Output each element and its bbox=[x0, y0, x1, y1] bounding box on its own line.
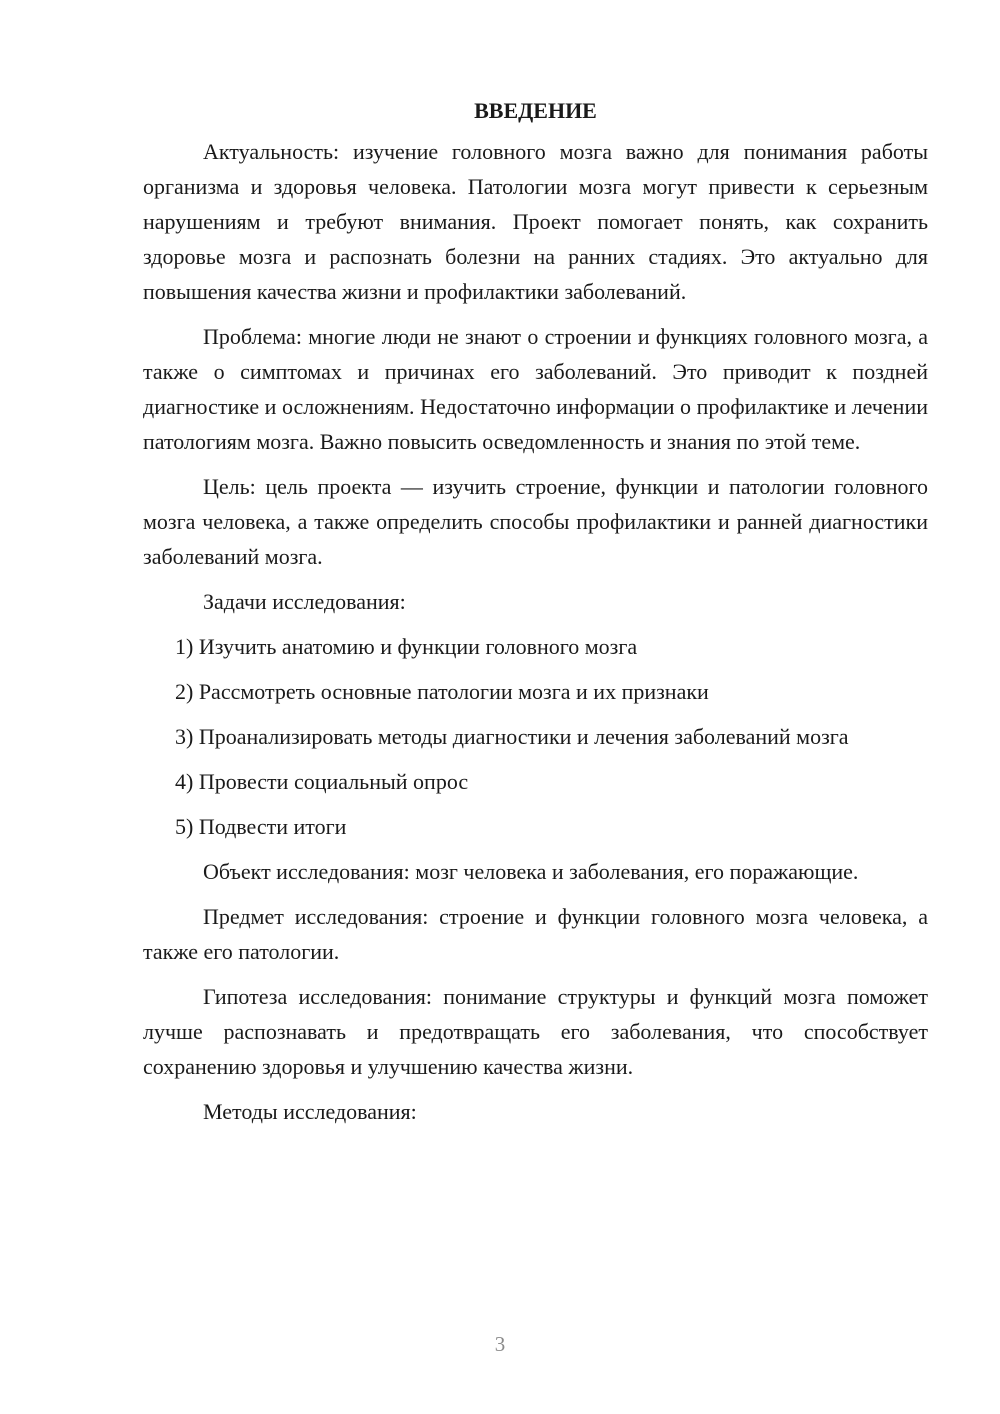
task-item-2: 2) Рассмотреть основные патологии мозга и их признаки bbox=[175, 679, 709, 704]
paragraph-methods-heading: Методы исследования: bbox=[203, 1099, 417, 1124]
task-item-3: 3) Проанализировать методы диагностики и лечения заболеваний мозга bbox=[175, 724, 849, 749]
paragraph-goal: Цель: цель проекта — изучить строение, функции и патологии головного мозга человека, а также определить способы профилактики и ранней диагностики заболеваний мозга. bbox=[143, 474, 928, 569]
task-item-1: 1) Изучить анатомию и функции головного мозга bbox=[175, 634, 638, 659]
paragraph-relevance: Актуальность: изучение головного мозга важно для понимания работы организма и здоровья человека. Патологии мозга могут привести к серьезным нарушениям и требуют внимания. Проект помогает понять, как сохранить здоровье мозга и распознать болезни на ранних стадиях. Это актуально для повышения качества жизни и профилактики заболеваний. bbox=[143, 139, 928, 304]
task-item-5: 5) Подвести итоги bbox=[175, 814, 347, 839]
paragraph-hypothesis: Гипотеза исследования: понимание структуры и функций мозга поможет лучше распознавать и предотвращать его заболевания, что способствует сохранению здоровья и улучшению качества жизни. bbox=[143, 984, 928, 1079]
task-item-4: 4) Провести социальный опрос bbox=[175, 769, 469, 794]
page-number: 3 bbox=[494, 1332, 506, 1356]
paragraph-subject: Предмет исследования: строение и функции головного мозга человека, а также его патологии. bbox=[143, 904, 928, 964]
paragraph-tasks-heading: Задачи исследования: bbox=[203, 589, 406, 614]
paragraph-object: Объект исследования: мозг человека и заболевания, его поражающие. bbox=[203, 859, 859, 884]
paragraph-problem: Проблема: многие люди не знают о строении и функциях головного мозга, а также о симптомах и причинах его заболеваний. Это приводит к поздней диагностике и осложнениям. Недостаточно информации о профилактике и лечении патологиям мозга. Важно повысить осведомленность и знания по этой теме. bbox=[143, 324, 928, 454]
section-title: ВВЕДЕНИЕ bbox=[474, 98, 597, 123]
document-body bbox=[143, 96, 928, 1139]
